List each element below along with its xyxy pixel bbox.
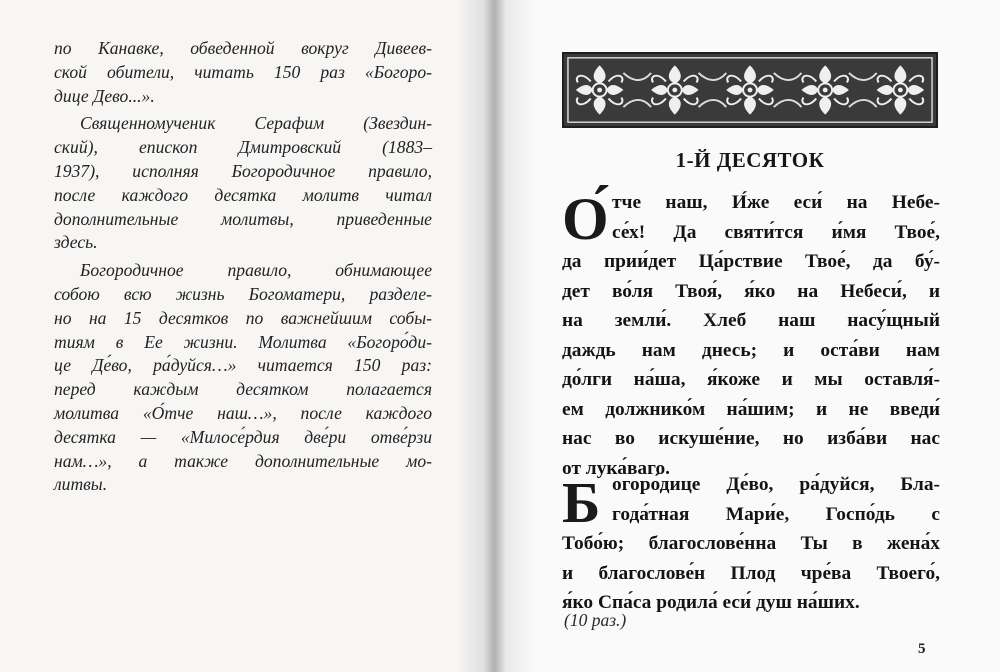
repeat-note: (10 раз.) [564, 610, 627, 630]
text-line: ский), епископ Дмитровский (1883– [54, 137, 432, 158]
floral-ornament-icon [564, 54, 936, 126]
prayer-line: ем должнико́м на́шим; и не введи́ [562, 398, 940, 420]
text-line: дице Дево...». [54, 85, 155, 106]
text-line: це Де́во, ра́дуйся…» читается 150 раз: [54, 355, 432, 376]
prayer-line: и благослове́н Плод чре́ва Твоего́, [562, 562, 940, 584]
left-page [0, 0, 492, 672]
prayer-line: тче наш, И́же еси́ на Небе- [612, 192, 940, 213]
paragraph-2 [54, 112, 432, 255]
text-line: по Канавке, обведенной вокруг Дивеев- [54, 38, 432, 58]
prayer-line: я́ко Спа́са родила́ еси́ душ на́ших. [562, 592, 860, 613]
prayer-line: Тобо́ю; благослове́нна Ты в жена́х [562, 533, 940, 554]
section-heading: 1-Й ДЕСЯТОК [675, 148, 825, 172]
text-line: десятка — «Милосе́рдия две́ри отве́рзи [54, 426, 432, 447]
drop-cap: Б [562, 470, 601, 535]
prayer-line: на земли́. Хлеб наш насу́щный [562, 310, 940, 331]
prayer-line: года́тная Мари́е, Госпо́дь с [612, 503, 940, 525]
book-gutter [456, 0, 536, 672]
text-line: но на 15 десятков по важнейшим собы- [54, 307, 432, 328]
text-line: литвы. [54, 474, 108, 495]
hail-mary-prayer [562, 470, 940, 618]
text-line: дополнительные молитвы, приведенные [54, 208, 432, 229]
right-page [492, 0, 1000, 672]
prayer-line: до́лги на́ша, я́коже и мы оставля́- [562, 369, 940, 390]
prayer-line: се́х! Да святи́тся и́мя Твое́, [612, 221, 940, 243]
text-line: тиям в Ее жизни. Молитва «Богоро́ди- [54, 331, 432, 352]
page-number: 5 [918, 641, 926, 657]
prayer-line: да прии́дет Ца́рствие Твое́, да бу́- [562, 251, 940, 272]
text-line: здесь. [54, 232, 98, 253]
prayer-line: огоро́дице Де́во, ра́дуйся, Бла- [612, 474, 940, 495]
ornament-banner [562, 52, 938, 128]
text-line: Богородичное правило, обнимающее [80, 260, 432, 281]
paragraph-1 [54, 37, 432, 108]
text-line: ской обители, читать 150 раз «Богоро- [54, 61, 432, 82]
left-page-text [54, 37, 432, 501]
prayer-line: дет во́ля Твоя́, я́ко на Небеси́, и [562, 280, 940, 302]
prayer-line: от лука́ваго. [562, 457, 670, 479]
text-line: Священномученик Серафим (Звездин- [80, 113, 432, 134]
text-line: перед каждым десятком полагается [54, 379, 432, 400]
text-line: молитва «О́тче наш…», после каждого [54, 402, 432, 423]
prayer-line: даждь нам днесь; и оста́ви нам [562, 339, 940, 361]
text-line: после каждого десятка молитв читал [54, 184, 432, 205]
drop-cap: О́ [562, 186, 609, 252]
text-line: 1937), исполняя Богородичное правило, [54, 160, 432, 181]
text-line: нам…», а также дополнительные мо- [54, 450, 432, 471]
text-line: собою всю жизнь Богоматери, разделе- [54, 283, 432, 304]
paragraph-3 [54, 259, 432, 497]
prayer-line: нас во искуше́ние, но изба́ви нас [562, 428, 940, 449]
our-father-prayer [562, 188, 940, 483]
